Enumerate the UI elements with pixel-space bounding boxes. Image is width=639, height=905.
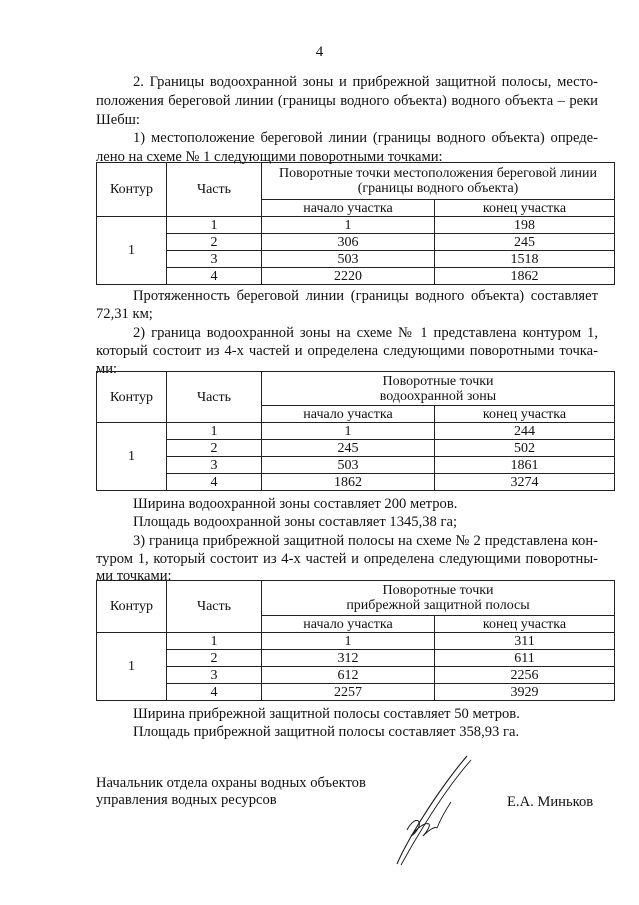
- part-cell: 2: [167, 440, 262, 457]
- signatory-title-line2: управления водных ресурсов: [96, 792, 277, 808]
- strip-width-text: Ширина прибрежной защитной полосы составляет 50 метров.: [133, 706, 520, 722]
- start-cell: 312: [262, 650, 435, 667]
- col-header-end: конец участка: [435, 200, 615, 217]
- start-cell: 1: [262, 423, 435, 440]
- col-header-points-line1: Поворотные точки: [382, 583, 494, 598]
- start-cell: 1862: [262, 474, 435, 491]
- part-cell: 1: [167, 217, 262, 234]
- start-cell: 245: [262, 440, 435, 457]
- end-cell: 1862: [435, 268, 615, 285]
- end-cell: 502: [435, 440, 615, 457]
- item2-line-2: который состоит из 4-х частей и определена следующими поворотными точка-: [96, 343, 598, 359]
- col-header-points: [262, 372, 615, 406]
- page-number: 4: [315, 44, 324, 60]
- zone-area-text: Площадь водоохранной зоны составляет 1345,38 га;: [133, 514, 458, 530]
- section2-line-3: Шебш:: [96, 112, 140, 128]
- end-cell: 3274: [435, 474, 615, 491]
- part-cell: 3: [167, 667, 262, 684]
- strip-area-text: Площадь прибрежной защитной полосы составляет 358,93 га.: [133, 724, 520, 740]
- col-header-points: [262, 163, 615, 200]
- part-cell: 3: [167, 457, 262, 474]
- col-header-points-line2: (границы водного объекта): [357, 181, 519, 196]
- part-cell: 4: [167, 684, 262, 701]
- start-cell: 612: [262, 667, 435, 684]
- part-cell: 3: [167, 251, 262, 268]
- part-cell: 4: [167, 474, 262, 491]
- col-header-points-line2: прибрежной защитной полосы: [346, 598, 530, 613]
- coastline-points-table: [96, 162, 615, 285]
- end-cell: 1861: [435, 457, 615, 474]
- col-header-points-line1: Поворотные точки местоположения береговой линии: [279, 166, 597, 181]
- contour-cell: 1: [97, 633, 167, 701]
- item3-line-2: туром 1, который состоит из 4-х частей и определена следующими поворотны-: [96, 551, 598, 567]
- part-cell: 1: [167, 423, 262, 440]
- start-cell: 2257: [262, 684, 435, 701]
- part-cell: 1: [167, 633, 262, 650]
- col-header-points: [262, 581, 615, 616]
- end-cell: 245: [435, 234, 615, 251]
- contour-cell: 1: [97, 217, 167, 285]
- col-header-start: начало участка: [262, 406, 435, 423]
- item2-line-1: 2) граница водоохранной зоны на схеме № 1 представлена контуром 1,: [133, 325, 598, 341]
- end-cell: 244: [435, 423, 615, 440]
- start-cell: 1: [262, 217, 435, 234]
- water-protection-zone-table: [96, 371, 615, 491]
- item1-line-1: 1) местоположение береговой линии (границы водного объекта) опреде-: [133, 130, 598, 146]
- part-cell: 4: [167, 268, 262, 285]
- start-cell: 503: [262, 457, 435, 474]
- length-line-2: 72,31 км;: [96, 306, 153, 322]
- col-header-contour: Контур: [97, 372, 167, 423]
- start-cell: 503: [262, 251, 435, 268]
- col-header-part: Часть: [167, 163, 262, 217]
- start-cell: 306: [262, 234, 435, 251]
- col-header-points-line1: Поворотные точки: [382, 373, 494, 389]
- start-cell: 2220: [262, 268, 435, 285]
- signatory-name: Е.А. Миньков: [507, 794, 594, 810]
- col-header-part: Часть: [167, 372, 262, 423]
- item1-line-2: лено на схеме № 1 следующими поворотными точками:: [96, 149, 443, 165]
- part-cell: 2: [167, 650, 262, 667]
- col-header-start: начало участка: [262, 200, 435, 217]
- section2-line-2: положения береговой линии (границы водного объекта) водного объекта – реки: [96, 93, 598, 109]
- col-header-end: конец участка: [435, 616, 615, 633]
- col-header-points-line2: водоохранной зоны: [379, 388, 497, 404]
- end-cell: 1518: [435, 251, 615, 268]
- start-cell: 1: [262, 633, 435, 650]
- end-cell: 3929: [435, 684, 615, 701]
- length-line-1: Протяженность береговой линии (границы водного объекта) составляет: [133, 288, 598, 304]
- col-header-contour: Контур: [97, 581, 167, 633]
- col-header-start: начало участка: [262, 616, 435, 633]
- col-header-end: конец участка: [435, 406, 615, 423]
- zone-width-text: Ширина водоохранной зоны составляет 200 метров.: [133, 496, 458, 512]
- section2-line-1: 2. Границы водоохранной зоны и прибрежной защитной полосы, место-: [133, 74, 598, 90]
- end-cell: 2256: [435, 667, 615, 684]
- end-cell: 311: [435, 633, 615, 650]
- end-cell: 611: [435, 650, 615, 667]
- end-cell: 198: [435, 217, 615, 234]
- coastal-protection-strip-table: [96, 580, 615, 701]
- handwritten-signature: [385, 752, 485, 867]
- item3-line-1: 3) граница прибрежной защитной полосы на схеме № 2 представлена кон-: [133, 533, 598, 549]
- item2-line-3: ми:: [96, 361, 118, 377]
- item3-line-3: ми точками:: [96, 568, 172, 584]
- signatory-title-line1: Начальник отдела охраны водных объектов: [96, 775, 366, 791]
- col-header-part: Часть: [167, 581, 262, 633]
- col-header-contour: Контур: [97, 163, 167, 217]
- contour-cell: 1: [97, 423, 167, 491]
- signatory-title: [96, 775, 366, 809]
- part-cell: 2: [167, 234, 262, 251]
